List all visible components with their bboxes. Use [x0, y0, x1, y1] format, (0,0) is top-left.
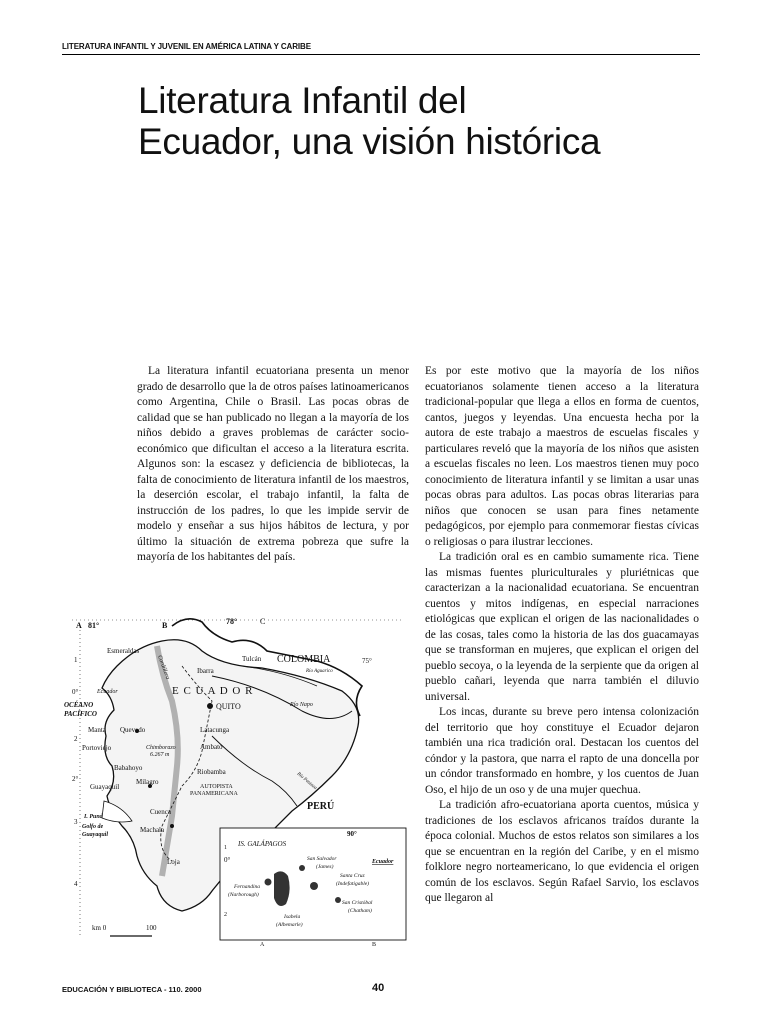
ocean-label: PACÍFICO	[64, 710, 97, 718]
inset-label: A	[260, 942, 265, 946]
fernandina-island	[265, 879, 272, 886]
paragraph: La literatura infantil ecuatoriana presenta un menor grado de desarrollo que la de otros países latinoamericanos como Argentina, Chile o Brasil. Las pocas obras de calidad que se han publicado no llegan a la mayoría de los niños debido a graves problemas de carácter socio-económico que dificultan el acceso a la literatura escrita. Algunos son: la escasez y deficiencia de bibliotecas, la falta de conocimiento de literatura infantil de los maestros, la deserción escolar, el trabajo infantil, la falta de instrucción de los padres, lo que les impide servir de modelo y enseñar a sus hijos hábitos de lectura, y por último la situación de extrema pobreza que sufre la mayoría de los habitantes del país.	[137, 365, 409, 563]
inset-label: Ecuador	[372, 859, 394, 865]
inset-label: B	[372, 942, 377, 946]
place-label: 6.267 m	[150, 752, 170, 758]
article-title	[138, 80, 718, 162]
paragraph: Los incas, durante su breve pero intensa colonización del territorio que hoy constituye el Ecuador dejaron también una rica tradición oral. Destacan los cuentos del cóndor y la pastora, que narra el rapto de una doncella por un cóndor transformado en hombre, y los cuentos de Juan Oso, el hijo de un oso y de una mujer quechua.	[425, 706, 699, 796]
place-label: Ibarra	[197, 667, 214, 675]
place-label: Loja	[167, 858, 180, 866]
inset-title: IS. GALÁPAGOS	[238, 840, 287, 848]
place-label: Tulcán	[242, 655, 262, 663]
country-label-peru: PERÚ	[307, 801, 335, 812]
island-label: San Salvador	[307, 856, 337, 862]
place-label: Esmeraldas	[107, 647, 140, 655]
inset-label: 90°	[347, 830, 357, 838]
city-marker	[170, 824, 174, 828]
grid-label: 75°	[362, 657, 372, 665]
island-label: (Indefatigable)	[336, 881, 369, 887]
running-header: LITERATURA INFANTIL Y JUVENIL EN AMÉRICA LATINA Y CARIBE	[62, 42, 311, 51]
place-label: Latacunga	[200, 726, 230, 734]
san-cristobal-island	[335, 897, 341, 903]
island-label: Santa Cruz	[340, 873, 365, 879]
article-title-line-1: Literatura Infantil del	[138, 80, 467, 121]
grid-label: 81°	[88, 621, 100, 630]
island-label: San Cristóbal	[342, 900, 373, 906]
isabela-island	[274, 871, 290, 906]
inset-label: 2	[224, 912, 227, 918]
place-label: Guayaquil	[82, 832, 109, 838]
grid-label: 3	[74, 818, 78, 826]
place-label: Riobamba	[197, 768, 226, 776]
place-label: Chimborazo	[146, 745, 176, 751]
inset-label: 1	[224, 845, 227, 851]
grid-label: 2°	[72, 775, 79, 783]
article-title-line-2: Ecuador, una visión histórica	[138, 121, 601, 162]
grid-label: C	[260, 617, 266, 626]
place-label: Cordillera	[156, 654, 171, 681]
ocean-label: OCÉANO	[64, 701, 94, 709]
place-label-capital: QUITO	[216, 702, 241, 711]
grid-label: 4	[74, 880, 78, 888]
place-label: Río Aguarico	[306, 669, 333, 674]
place-label: Manta	[88, 726, 106, 734]
place-label: Milagro	[136, 778, 159, 786]
place-label: Golfo de	[82, 824, 104, 830]
grid-label: 0°	[72, 688, 79, 696]
grid-label: 2	[74, 735, 78, 743]
capital-marker	[207, 703, 213, 709]
country-label-colombia: COLOMBIA	[277, 654, 331, 665]
place-label: Guayaquil	[90, 783, 120, 791]
place-label: PANAMERICANA	[190, 791, 238, 797]
scale-label: 100	[146, 924, 157, 932]
paragraph: La tradición afro-ecuatoriana aporta cuentos, música y tradiciones de los esclavos africanos traídos durante la época colonial. Muchos de estos relatos son similares a los que se encuentran en la región del Caribe, y en el mismo folklore negro norteamericano, lo que evidencia el origen común de los esclavos. Según Rafael Sarvio, los esclavos que llegaron al	[425, 799, 699, 904]
grid-label: A	[76, 621, 82, 630]
header-rule	[62, 54, 700, 55]
island-label: Isabela	[284, 914, 301, 920]
place-label: Machala	[140, 826, 165, 834]
scale-label: km 0	[92, 924, 107, 932]
grid-label: 78°	[226, 617, 238, 626]
country-label-ecuador: E C U A D O R	[172, 685, 254, 697]
left-column	[137, 364, 409, 566]
island-label: (James)	[316, 864, 334, 870]
island-label: (Narborough)	[228, 892, 259, 898]
place-label: AUTOPISTA	[200, 784, 233, 790]
place-label: Ecuador	[97, 689, 118, 695]
grid-label: 1	[74, 656, 78, 664]
inset-label: 0°	[224, 856, 231, 864]
ecuador-map	[62, 606, 407, 946]
place-label: Quevedo	[120, 726, 146, 734]
page-number: 40	[372, 982, 385, 994]
footer-journal: EDUCACIÓN Y BIBLIOTECA - 110. 2000	[62, 985, 202, 994]
place-label: Cuenca	[150, 808, 171, 816]
place-label: Ambato	[200, 743, 223, 751]
paragraph: La tradición oral es en cambio sumamente rica. Tiene las mismas fuentes pluriculturales y pluriétnicas que caracterizan a la nacionalidad ecuatoriana. Se encuentran cuentos y mitos indígenas, en especial narraciones etiológicas que explican el origen de las nacionalidades o de las cosas, tales como la historia de las dos guacamayas que se transforman en mujeres, que explican el origen del pueblo secoya, o la leyenda de la serpiente que da origen al pueblo cañari, leyenda que narra también el diluvio universal.	[425, 551, 699, 703]
island-label: (Albemarle)	[276, 922, 303, 928]
right-column	[425, 364, 699, 907]
island-label: (Chatham)	[348, 908, 372, 914]
santa-cruz-island	[310, 882, 318, 890]
place-label: Portoviejo	[82, 744, 112, 752]
place-label: I. Puná	[84, 814, 103, 820]
place-label: Río Pastaza	[295, 771, 318, 791]
island-label: Fernandina	[234, 884, 260, 890]
san-salvador-island	[299, 865, 305, 871]
place-label: Babahoyo	[114, 764, 143, 772]
paragraph: Es por este motivo que la mayoría de los niños ecuatorianos solamente tienen acceso a la literatura tradicional-popular que llega a ellos en forma de cuentos, cantos, juegos y leyendas. Una encuesta hecha por la autora de este trabajo a maestros de escuelas fiscales y particulares reveló que la mayoría de los niños que asisten a escuelas fiscales no leen. Los maestros tienen muy poco conocimiento de literatura infantil y se limitan a usar unas pocas obras para adultos. Las pocas obras literarias para niños que conocen se usan para fines netamente pedagógicos, por ejemplo para conmemorar fiestas cívicas o religiosas o para ilustrar lecciones.	[425, 365, 699, 548]
grid-label: B	[162, 621, 168, 630]
place-label: Río Napo	[290, 702, 313, 708]
